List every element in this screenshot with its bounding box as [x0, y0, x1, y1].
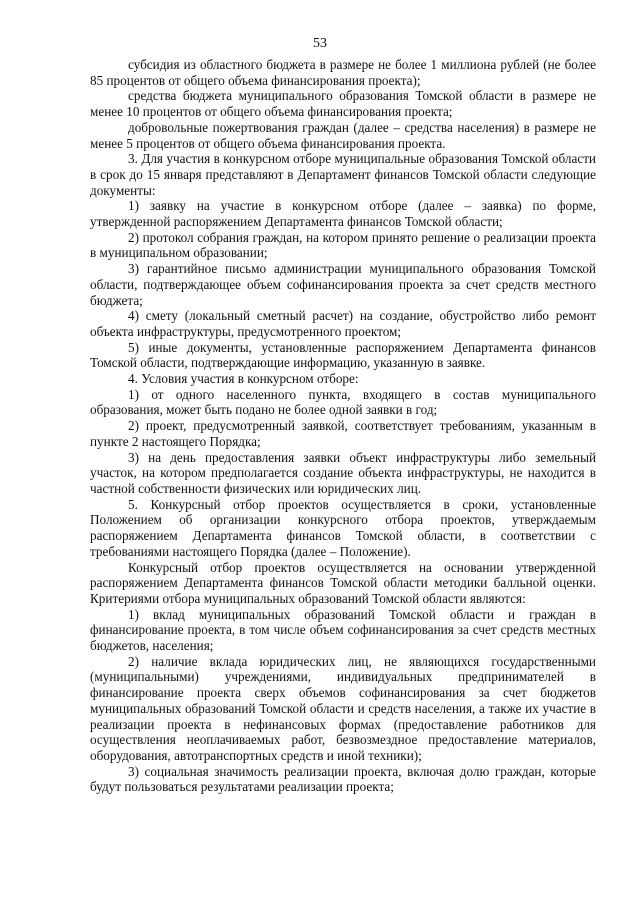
document-body — [90, 57, 596, 795]
paragraph: 3. Для участия в конкурсном отборе муниципальные образования Томской области в срок до 15 января представляют в Департамент финансов Томской области следующие документы: — [90, 151, 596, 198]
paragraph: 3) на день предоставления заявки объект инфраструктуры либо земельный участок, на котором предполагается создание объекта инфраструктуры, не находится в частной собственности физических или юридических лиц. — [90, 449, 596, 496]
paragraph: 3) гарантийное письмо администрации муниципального образования Томской области, подтверждающее объем софинансирования проекта за счет средств местного бюджета; — [90, 261, 596, 308]
paragraph: 3) социальная значимость реализации проекта, включая долю граждан, которые будут пользоваться результатами реализации проекта; — [90, 763, 596, 795]
page-number: 53 — [313, 36, 327, 51]
paragraph: Конкурсный отбор проектов осуществляется на основании утвержденной распоряжением Департамента финансов Томской области методики балльной оценки. Критериями отбора муниципальных образований Томской области являются: — [90, 559, 596, 606]
paragraph: средства бюджета муниципального образования Томской области в размере не менее 10 процентов от общего объема финансирования проекта; — [90, 88, 596, 120]
paragraph: 2) проект, предусмотренный заявкой, соответствует требованиям, указанным в пункте 2 настоящего Порядка; — [90, 418, 596, 449]
paragraph: 4) смету (локальный сметный расчет) на создание, обустройство либо ремонт объекта инфраструктуры, предусмотренного проектом; — [90, 308, 596, 339]
paragraph: 2) протокол собрания граждан, на котором принято решение о реализации проекта в муниципальном образовании; — [90, 229, 596, 261]
paragraph: 1) вклад муниципальных образований Томской области и граждан в финансирование проекта, в том числе объем софинансирования за счет средств местных бюджетов, населения; — [90, 606, 596, 654]
paragraph: добровольные пожертвования граждан (далее – средства населения) в размере не менее 5 процентов от общего объема финансирования проекта. — [90, 119, 596, 151]
paragraph: 1) от одного населенного пункта, входящего в состав муниципального образования, может быть подано не более одной заявки в год; — [90, 386, 596, 418]
paragraph: 1) заявку на участие в конкурсном отборе (далее – заявка) по форме, утвержденной распоряжением Департамента финансов Томской области; — [90, 198, 596, 230]
paragraph: 4. Условия участия в конкурсном отборе: — [128, 371, 359, 387]
paragraph: субсидия из областного бюджета в размере не более 1 миллиона рублей (не более 85 процентов от общего объема финансирования проекта); — [90, 57, 596, 88]
paragraph: 5. Конкурсный отбор проектов осуществляется в сроки, установленные Положением об организации конкурсного отбора проектов, утверждаемым распоряжением Департамента финансов Томской области, в соответствии с требованиями настоящего Порядка (далее – Положение). — [90, 496, 596, 559]
paragraph: 5) иные документы, установленные распоряжением Департамента финансов Томской области, подтверждающие информацию, указанную в заявке. — [90, 339, 596, 371]
paragraph: 2) наличие вклада юридических лиц, не являющихся государственными (муниципальными) учреждениями, индивидуальных предпринимателей в финансирование проекта сверх объемов софинансирования за счет бюджетов муниципальных образований Томской области и средств населения, а также их участие в реализации проекта в нефинансовых формах (предоставление работников для осуществления неоплачиваемых работ, безвозмездное предоставление материалов, оборудования, автотранспортных средств и иной техники); — [90, 653, 596, 763]
